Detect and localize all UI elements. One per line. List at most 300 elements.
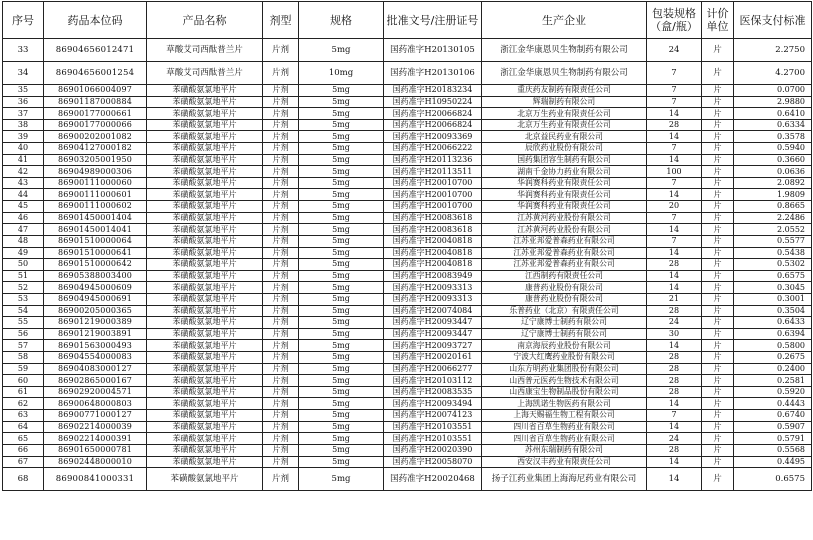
table-row [3, 235, 812, 247]
cell-package: 24 [647, 39, 702, 62]
cell-index: 35 [3, 85, 44, 97]
cell-product-name: 苯磺酸氨氯地平片 [147, 201, 263, 213]
cell-spec: 5mg [299, 444, 384, 456]
table-body [3, 39, 812, 491]
cell-manufacturer: 江苏亚邦爱普森药业有限公司 [482, 247, 647, 259]
cell-code: 86900841000331 [44, 468, 147, 491]
table-row [3, 468, 812, 491]
cell-payment-standard: 0.6575 [734, 468, 812, 491]
cell-product-name: 苯磺酸氨氯地平片 [147, 270, 263, 282]
cell-dosage-form: 片剂 [263, 293, 299, 305]
cell-dosage-form: 片剂 [263, 444, 299, 456]
cell-payment-standard: 0.0700 [734, 85, 812, 97]
cell-approval-number: 国药准字H20183234 [384, 85, 482, 97]
table-row [3, 456, 812, 468]
cell-unit: 片 [702, 433, 734, 445]
cell-payment-standard: 0.3660 [734, 154, 812, 166]
cell-product-name: 苯磺酸氨氯地平片 [147, 421, 263, 433]
cell-approval-number: 国药准字H20066277 [384, 363, 482, 375]
cell-payment-standard: 2.2486 [734, 212, 812, 224]
cell-approval-number: 国药准字H20083535 [384, 386, 482, 398]
cell-product-name: 苯磺酸氨氯地平片 [147, 119, 263, 131]
cell-code: 86900111000601 [44, 189, 147, 201]
cell-spec: 5mg [299, 143, 384, 155]
cell-code: 86904083000127 [44, 363, 147, 375]
cell-product-name: 苯磺酸氨氯地平片 [147, 433, 263, 445]
cell-payment-standard: 1.9809 [734, 189, 812, 201]
cell-unit: 片 [702, 363, 734, 375]
table-row [3, 270, 812, 282]
cell-product-name: 苯磺酸氨氯地平片 [147, 468, 263, 491]
cell-approval-number: 国药准字H20010700 [384, 201, 482, 213]
cell-dosage-form: 片剂 [263, 224, 299, 236]
cell-code: 86901510000641 [44, 247, 147, 259]
cell-dosage-form: 片剂 [263, 270, 299, 282]
cell-spec: 5mg [299, 177, 384, 189]
cell-spec: 5mg [299, 212, 384, 224]
table-row [3, 39, 812, 62]
cell-package: 14 [647, 421, 702, 433]
cell-dosage-form: 片剂 [263, 328, 299, 340]
cell-dosage-form: 片剂 [263, 201, 299, 213]
cell-approval-number: 国药准字H20093447 [384, 328, 482, 340]
table-row [3, 189, 812, 201]
cell-payment-standard: 0.6575 [734, 270, 812, 282]
cell-manufacturer: 江苏亚邦爱普森药业有限公司 [482, 259, 647, 271]
cell-product-name: 草酸艾司西酞普兰片 [147, 39, 263, 62]
header-payment-standard: 医保支付标准 [734, 2, 812, 39]
cell-package: 7 [647, 96, 702, 108]
table-row [3, 433, 812, 445]
cell-code: 86905388003400 [44, 270, 147, 282]
cell-payment-standard: 0.5940 [734, 143, 812, 155]
cell-approval-number: 国药准字H20093313 [384, 293, 482, 305]
table-row [3, 305, 812, 317]
cell-index: 48 [3, 235, 44, 247]
cell-package: 14 [647, 282, 702, 294]
cell-unit: 片 [702, 270, 734, 282]
cell-package: 14 [647, 131, 702, 143]
cell-unit: 片 [702, 154, 734, 166]
cell-spec: 5mg [299, 468, 384, 491]
cell-index: 34 [3, 62, 44, 85]
table-row [3, 398, 812, 410]
cell-approval-number: 国药准字H20083618 [384, 224, 482, 236]
cell-payment-standard: 0.5791 [734, 433, 812, 445]
cell-manufacturer: 辰欣药业股份有限公司 [482, 143, 647, 155]
cell-spec: 5mg [299, 421, 384, 433]
table-row [3, 131, 812, 143]
cell-payment-standard: 4.2700 [734, 62, 812, 85]
cell-manufacturer: 北京益民药业有限公司 [482, 131, 647, 143]
cell-index: 43 [3, 177, 44, 189]
cell-spec: 5mg [299, 456, 384, 468]
cell-code: 86902920004571 [44, 386, 147, 398]
cell-spec: 5mg [299, 282, 384, 294]
cell-dosage-form: 片剂 [263, 177, 299, 189]
cell-product-name: 苯磺酸氨氯地平片 [147, 247, 263, 259]
cell-code: 86901450014041 [44, 224, 147, 236]
cell-unit: 片 [702, 131, 734, 143]
cell-package: 28 [647, 119, 702, 131]
cell-code: 86900202001082 [44, 131, 147, 143]
cell-approval-number: 国药准字H20074123 [384, 410, 482, 422]
cell-spec: 5mg [299, 39, 384, 62]
cell-dosage-form: 片剂 [263, 62, 299, 85]
cell-dosage-form: 片剂 [263, 212, 299, 224]
cell-code: 86900648000803 [44, 398, 147, 410]
cell-package: 24 [647, 317, 702, 329]
cell-package: 28 [647, 305, 702, 317]
cell-approval-number: 国药准字H20103551 [384, 421, 482, 433]
table-row [3, 201, 812, 213]
cell-code: 86903205001950 [44, 154, 147, 166]
cell-package: 20 [647, 201, 702, 213]
cell-code: 86901187000884 [44, 96, 147, 108]
cell-manufacturer: 山东方明药业集团股份有限公司 [482, 363, 647, 375]
cell-manufacturer: 乐普药业（北京）有限责任公司 [482, 305, 647, 317]
cell-manufacturer: 康普药业股份有限公司 [482, 293, 647, 305]
cell-code: 86901510000064 [44, 235, 147, 247]
cell-code: 86904656001254 [44, 62, 147, 85]
cell-payment-standard: 2.0552 [734, 224, 812, 236]
cell-unit: 片 [702, 444, 734, 456]
cell-product-name: 苯磺酸氨氯地平片 [147, 340, 263, 352]
cell-index: 41 [3, 154, 44, 166]
cell-payment-standard: 0.0636 [734, 166, 812, 178]
cell-unit: 片 [702, 212, 734, 224]
table-row [3, 317, 812, 329]
cell-spec: 5mg [299, 235, 384, 247]
cell-dosage-form: 片剂 [263, 108, 299, 120]
cell-spec: 5mg [299, 386, 384, 398]
cell-unit: 片 [702, 189, 734, 201]
cell-package: 14 [647, 189, 702, 201]
cell-product-name: 苯磺酸氨氯地平片 [147, 375, 263, 387]
cell-code: 86900177000066 [44, 119, 147, 131]
cell-index: 65 [3, 433, 44, 445]
cell-approval-number: 国药准字H20066824 [384, 119, 482, 131]
cell-package: 14 [647, 398, 702, 410]
cell-payment-standard: 0.2581 [734, 375, 812, 387]
cell-unit: 片 [702, 259, 734, 271]
cell-package: 14 [647, 456, 702, 468]
cell-product-name: 苯磺酸氨氯地平片 [147, 166, 263, 178]
cell-index: 68 [3, 468, 44, 491]
cell-dosage-form: 片剂 [263, 317, 299, 329]
cell-package: 30 [647, 328, 702, 340]
cell-approval-number: 国药准字H20093369 [384, 131, 482, 143]
cell-payment-standard: 0.5438 [734, 247, 812, 259]
cell-index: 54 [3, 305, 44, 317]
cell-approval-number: 国药准字H20083949 [384, 270, 482, 282]
table-row [3, 212, 812, 224]
cell-product-name: 苯磺酸氨氯地平片 [147, 317, 263, 329]
cell-product-name: 草酸艾司西酞普兰片 [147, 62, 263, 85]
cell-spec: 5mg [299, 201, 384, 213]
cell-index: 56 [3, 328, 44, 340]
cell-package: 7 [647, 212, 702, 224]
cell-payment-standard: 0.6740 [734, 410, 812, 422]
cell-unit: 片 [702, 282, 734, 294]
cell-spec: 5mg [299, 247, 384, 259]
cell-manufacturer: 江苏亚邦爱普森药业有限公司 [482, 235, 647, 247]
cell-index: 33 [3, 39, 44, 62]
cell-manufacturer: 山西普元医药生物技术有限公司 [482, 375, 647, 387]
cell-package: 24 [647, 433, 702, 445]
cell-approval-number: 国药准字H20113511 [384, 166, 482, 178]
cell-code: 86900111000602 [44, 201, 147, 213]
cell-index: 53 [3, 293, 44, 305]
cell-payment-standard: 0.6410 [734, 108, 812, 120]
cell-approval-number: 国药准字H20103112 [384, 375, 482, 387]
cell-spec: 10mg [299, 62, 384, 85]
cell-payment-standard: 0.4495 [734, 456, 812, 468]
cell-approval-number: 国药准字H20130105 [384, 39, 482, 62]
cell-payment-standard: 0.3504 [734, 305, 812, 317]
cell-package: 7 [647, 177, 702, 189]
header-package: 包装规格（盒/瓶） [647, 2, 702, 39]
cell-dosage-form: 片剂 [263, 375, 299, 387]
cell-spec: 5mg [299, 224, 384, 236]
cell-approval-number: 国药准字H20130106 [384, 62, 482, 85]
cell-index: 63 [3, 410, 44, 422]
cell-index: 57 [3, 340, 44, 352]
cell-dosage-form: 片剂 [263, 305, 299, 317]
cell-package: 28 [647, 386, 702, 398]
cell-unit: 片 [702, 398, 734, 410]
cell-unit: 片 [702, 352, 734, 364]
cell-product-name: 苯磺酸氨氯地平片 [147, 212, 263, 224]
cell-unit: 片 [702, 421, 734, 433]
cell-payment-standard: 2.2750 [734, 39, 812, 62]
header-spec: 规格 [299, 2, 384, 39]
table-row [3, 177, 812, 189]
cell-manufacturer: 重庆药友制药有限责任公司 [482, 85, 647, 97]
cell-spec: 5mg [299, 363, 384, 375]
cell-payment-standard: 2.9880 [734, 96, 812, 108]
cell-unit: 片 [702, 62, 734, 85]
cell-spec: 5mg [299, 317, 384, 329]
cell-manufacturer: 四川省百草生物药业有限公司 [482, 421, 647, 433]
cell-index: 62 [3, 398, 44, 410]
cell-manufacturer: 辽宁康博士制药有限公司 [482, 317, 647, 329]
table-row [3, 166, 812, 178]
cell-manufacturer: 宁波大红鹰药业股份有限公司 [482, 352, 647, 364]
cell-approval-number: 国药准字H20010700 [384, 177, 482, 189]
cell-dosage-form: 片剂 [263, 85, 299, 97]
cell-spec: 5mg [299, 259, 384, 271]
cell-payment-standard: 0.8665 [734, 201, 812, 213]
table-row [3, 352, 812, 364]
cell-index: 52 [3, 282, 44, 294]
cell-product-name: 苯磺酸氨氯地平片 [147, 154, 263, 166]
cell-package: 14 [647, 468, 702, 491]
cell-dosage-form: 片剂 [263, 119, 299, 131]
cell-dosage-form: 片剂 [263, 259, 299, 271]
cell-payment-standard: 0.5800 [734, 340, 812, 352]
cell-dosage-form: 片剂 [263, 468, 299, 491]
cell-dosage-form: 片剂 [263, 363, 299, 375]
header-approval-number: 批准文号/注册证号 [384, 2, 482, 39]
cell-index: 55 [3, 317, 44, 329]
cell-approval-number: 国药准字H20066222 [384, 143, 482, 155]
cell-code: 86901066004097 [44, 85, 147, 97]
cell-approval-number: 国药准字H20020468 [384, 468, 482, 491]
cell-product-name: 苯磺酸氨氯地平片 [147, 444, 263, 456]
cell-manufacturer: 江西制药有限责任公司 [482, 270, 647, 282]
cell-package: 7 [647, 143, 702, 155]
cell-package: 7 [647, 85, 702, 97]
cell-index: 39 [3, 131, 44, 143]
cell-product-name: 苯磺酸氨氯地平片 [147, 177, 263, 189]
cell-code: 86904554000083 [44, 352, 147, 364]
cell-manufacturer: 湖南千金协力药业有限公司 [482, 166, 647, 178]
cell-payment-standard: 0.3578 [734, 131, 812, 143]
cell-dosage-form: 片剂 [263, 96, 299, 108]
cell-package: 28 [647, 363, 702, 375]
cell-manufacturer: 康普药业股份有限公司 [482, 282, 647, 294]
cell-manufacturer: 上海天赐福生物工程有限公司 [482, 410, 647, 422]
cell-payment-standard: 0.2675 [734, 352, 812, 364]
cell-code: 86901563000493 [44, 340, 147, 352]
cell-code: 86901219000389 [44, 317, 147, 329]
cell-unit: 片 [702, 375, 734, 387]
cell-spec: 5mg [299, 85, 384, 97]
cell-index: 50 [3, 259, 44, 271]
cell-index: 37 [3, 108, 44, 120]
cell-manufacturer: 四川省百草生物药业有限公司 [482, 433, 647, 445]
cell-spec: 5mg [299, 352, 384, 364]
cell-code: 86900177000661 [44, 108, 147, 120]
cell-spec: 5mg [299, 410, 384, 422]
cell-dosage-form: 片剂 [263, 340, 299, 352]
cell-manufacturer: 上海凯诺生物医药有限公司 [482, 398, 647, 410]
cell-spec: 5mg [299, 108, 384, 120]
cell-approval-number: 国药准字H20113236 [384, 154, 482, 166]
table-row [3, 62, 812, 85]
cell-code: 86902865000167 [44, 375, 147, 387]
cell-unit: 片 [702, 328, 734, 340]
cell-manufacturer: 扬子江药业集团上海海尼药业有限公司 [482, 468, 647, 491]
cell-code: 86900205000365 [44, 305, 147, 317]
cell-dosage-form: 片剂 [263, 352, 299, 364]
cell-unit: 片 [702, 386, 734, 398]
table-row [3, 85, 812, 97]
cell-dosage-form: 片剂 [263, 131, 299, 143]
cell-code: 86904989000306 [44, 166, 147, 178]
cell-code: 86902448000010 [44, 456, 147, 468]
cell-manufacturer: 苏州东瑞制药有限公司 [482, 444, 647, 456]
cell-spec: 5mg [299, 305, 384, 317]
cell-dosage-form: 片剂 [263, 456, 299, 468]
cell-index: 60 [3, 375, 44, 387]
table-row [3, 410, 812, 422]
cell-approval-number: 国药准字H20058070 [384, 456, 482, 468]
cell-spec: 5mg [299, 131, 384, 143]
cell-product-name: 苯磺酸氨氯地平片 [147, 398, 263, 410]
cell-code: 86901510000642 [44, 259, 147, 271]
cell-payment-standard: 0.5302 [734, 259, 812, 271]
cell-unit: 片 [702, 39, 734, 62]
cell-spec: 5mg [299, 166, 384, 178]
cell-package: 14 [647, 154, 702, 166]
cell-approval-number: 国药准字H20020390 [384, 444, 482, 456]
table-row [3, 154, 812, 166]
header-manufacturer: 生产企业 [482, 2, 647, 39]
table-row [3, 224, 812, 236]
cell-index: 61 [3, 386, 44, 398]
cell-payment-standard: 0.3001 [734, 293, 812, 305]
cell-package: 14 [647, 224, 702, 236]
cell-spec: 5mg [299, 398, 384, 410]
cell-payment-standard: 0.5568 [734, 444, 812, 456]
cell-dosage-form: 片剂 [263, 189, 299, 201]
cell-index: 67 [3, 456, 44, 468]
cell-dosage-form: 片剂 [263, 247, 299, 259]
cell-product-name: 苯磺酸氨氯地平片 [147, 85, 263, 97]
cell-payment-standard: 0.5920 [734, 386, 812, 398]
cell-dosage-form: 片剂 [263, 166, 299, 178]
cell-manufacturer: 华润赛科药业有限责任公司 [482, 189, 647, 201]
cell-package: 7 [647, 235, 702, 247]
cell-unit: 片 [702, 293, 734, 305]
cell-spec: 5mg [299, 270, 384, 282]
header-code: 药品本位码 [44, 2, 147, 39]
cell-unit: 片 [702, 85, 734, 97]
cell-index: 38 [3, 119, 44, 131]
cell-index: 58 [3, 352, 44, 364]
header-product-name: 产品名称 [147, 2, 263, 39]
cell-package: 14 [647, 270, 702, 282]
table-row [3, 375, 812, 387]
table-row [3, 108, 812, 120]
cell-manufacturer: 西安汉丰药业有限责任公司 [482, 456, 647, 468]
cell-spec: 5mg [299, 375, 384, 387]
cell-product-name: 苯磺酸氨氯地平片 [147, 108, 263, 120]
cell-dosage-form: 片剂 [263, 433, 299, 445]
cell-unit: 片 [702, 235, 734, 247]
cell-code: 86900111000060 [44, 177, 147, 189]
cell-approval-number: 国药准字H20093727 [384, 340, 482, 352]
cell-code: 86902214000039 [44, 421, 147, 433]
cell-product-name: 苯磺酸氨氯地平片 [147, 386, 263, 398]
cell-payment-standard: 2.0892 [734, 177, 812, 189]
cell-unit: 片 [702, 224, 734, 236]
cell-product-name: 苯磺酸氨氯地平片 [147, 352, 263, 364]
table-header-row [3, 2, 812, 39]
cell-package: 28 [647, 352, 702, 364]
cell-package: 100 [647, 166, 702, 178]
cell-index: 51 [3, 270, 44, 282]
cell-unit: 片 [702, 340, 734, 352]
cell-unit: 片 [702, 177, 734, 189]
cell-product-name: 苯磺酸氨氯地平片 [147, 131, 263, 143]
cell-product-name: 苯磺酸氨氯地平片 [147, 189, 263, 201]
cell-package: 28 [647, 444, 702, 456]
table-row [3, 363, 812, 375]
cell-approval-number: 国药准字H20093494 [384, 398, 482, 410]
cell-product-name: 苯磺酸氨氯地平片 [147, 224, 263, 236]
cell-index: 42 [3, 166, 44, 178]
cell-spec: 5mg [299, 189, 384, 201]
cell-package: 14 [647, 340, 702, 352]
table-row [3, 421, 812, 433]
cell-product-name: 苯磺酸氨氯地平片 [147, 305, 263, 317]
price-table-container [2, 1, 812, 491]
cell-dosage-form: 片剂 [263, 410, 299, 422]
drug-price-table [2, 1, 812, 491]
